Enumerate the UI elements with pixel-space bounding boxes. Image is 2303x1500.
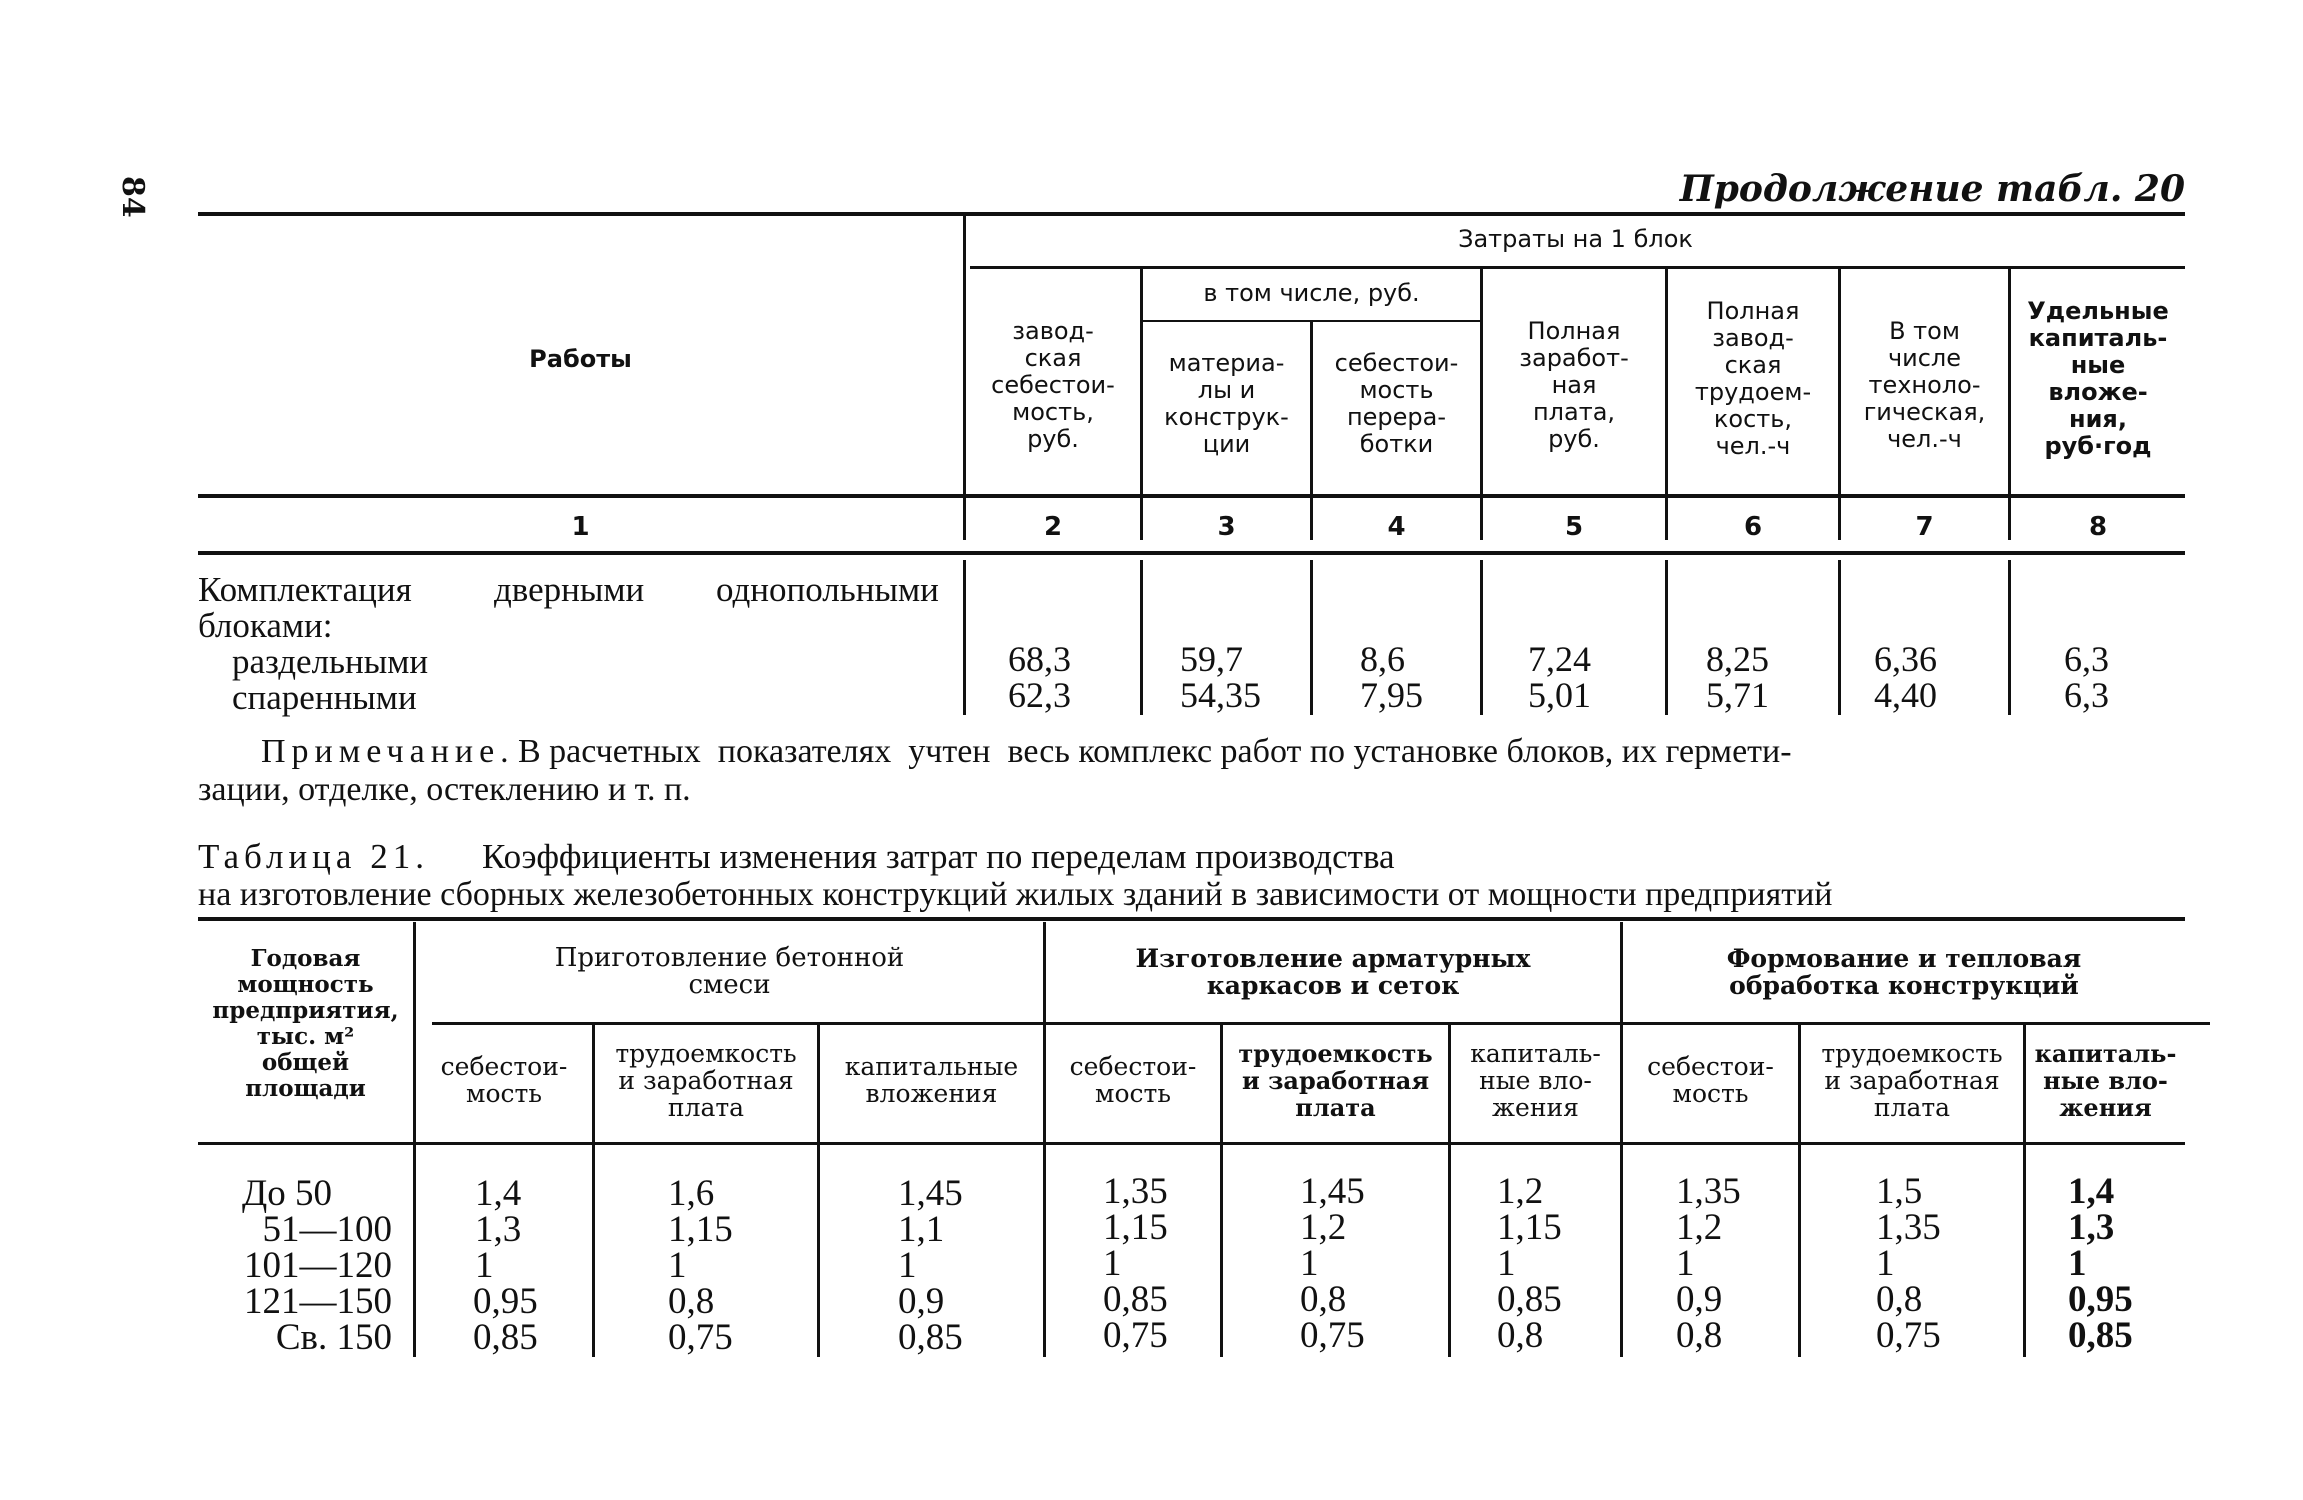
table20-col-number: 4: [1387, 512, 1406, 542]
table21-vline: [1448, 1145, 1451, 1357]
table21-cell: 1,2: [1300, 1207, 1347, 1248]
table20-cell: 6,3: [2064, 639, 2109, 679]
table21-cell: 1,1: [898, 1209, 945, 1250]
table21-cell: 1: [475, 1245, 494, 1286]
table21-sub-header: себестои- мость: [1069, 1052, 1197, 1108]
note-label: Примечание.: [261, 733, 515, 770]
table20-cell: 62,3: [1008, 675, 1071, 715]
table21-cell: 0,75: [668, 1317, 733, 1358]
table21-cell: 1,15: [1103, 1207, 1168, 1248]
table21-column: [1876, 1171, 1941, 1356]
table20-cell: 8,25: [1706, 639, 1769, 679]
table21-sub-header: себестои- мость: [440, 1052, 568, 1108]
table20-vline: [1665, 560, 1668, 715]
table20-subgroup-header: в том числе, руб.: [1203, 279, 1420, 307]
table20-vline: [1480, 560, 1483, 715]
table20-cell: 68,3: [1008, 639, 1071, 679]
table21-row-label: До 50: [242, 1173, 332, 1214]
table21-vline: [1620, 1145, 1623, 1357]
table21-sub-header: трудоемкость и заработная плата: [1821, 1039, 2003, 1122]
table21-vline: [413, 1145, 416, 1357]
table21-column: [1300, 1171, 1365, 1356]
table21-caption-line2: на изготовление сборных железобетонных конструкций жилых зданий в зависимости от мощности предприятий: [198, 876, 1833, 913]
note-line1: В расчетных показателях учтен весь комплекс работ по установке блоков, их гермети-: [518, 733, 1792, 770]
table21-cell: 1,35: [1676, 1171, 1741, 1212]
table20-vline: [1140, 560, 1143, 715]
table20-col2-header: завод- ская себестои- мость, руб.: [991, 317, 1115, 453]
table21-caption-line1: Коэффициенты изменения затрат по переделам производства: [482, 837, 1395, 876]
table21-row-label: 51—100: [262, 1209, 392, 1250]
table20-cell: 7,24: [1528, 639, 1591, 679]
table21-sub-header: трудоемкость и заработная плата: [615, 1039, 797, 1122]
table21-row-label: Св. 150: [275, 1317, 392, 1358]
table21-vline: [1043, 1145, 1046, 1357]
table20-cell: 8,6: [1360, 639, 1405, 679]
table21-column: [1103, 1171, 1168, 1356]
table21-cell: 0,8: [1300, 1279, 1347, 1320]
table21-sub-header: трудоемкость и заработная плата: [1238, 1039, 1433, 1122]
table20-row-title-word: дверными: [494, 570, 645, 609]
table21-row-label: 101—120: [244, 1245, 392, 1286]
table21-cell: 1: [1103, 1243, 1122, 1284]
table21-row-labels: [232, 1173, 392, 1358]
table21-sub-header: капиталь- ные вло- жения: [2034, 1039, 2177, 1122]
note-line2: зации, отделке, остеклению и т. п.: [198, 771, 691, 808]
table21-vline: [2023, 1145, 2026, 1357]
table21-column: [2068, 1171, 2133, 1356]
table21-cell: 1,6: [668, 1173, 715, 1214]
table21-cell: 1: [2068, 1243, 2087, 1284]
table21-top-rule: [198, 917, 2185, 921]
table21-vline: [1220, 1145, 1223, 1357]
table21-column: [898, 1173, 963, 1358]
table20-cell: 6,3: [2064, 675, 2109, 715]
table21-sub-header: себестои- мость: [1647, 1052, 1774, 1108]
table21-cell: 1,4: [475, 1173, 522, 1214]
table21-cell: 1,2: [1497, 1171, 1544, 1212]
table20-cell: 54,35: [1180, 675, 1261, 715]
table20-vline: [963, 560, 966, 715]
table21-vline: [592, 1145, 595, 1357]
table21-cell: 1: [668, 1245, 687, 1286]
table21-cell: 1: [1497, 1243, 1516, 1284]
table21-header-bottom-rule: [198, 1142, 2185, 1145]
table20-cell: 5,71: [1706, 675, 1769, 715]
table21-cell: 0,85: [898, 1317, 963, 1358]
table21-first-col-header: Годовая мощность предприятия, тыс. м² общей площади: [212, 945, 399, 1102]
table21-column: [1676, 1171, 1741, 1356]
table21-cell: 0,85: [2068, 1315, 2133, 1356]
table21-cell: 1: [1876, 1243, 1895, 1284]
table21-sub-header: капиталь- ные вло- жения: [1470, 1039, 1601, 1122]
table21-group-rule: [432, 1022, 2210, 1025]
table21-group-title: Приготовление бетонной смеси: [554, 943, 905, 1000]
table21-cell: 0,8: [1876, 1279, 1923, 1320]
table21-cell: 1,3: [2068, 1207, 2115, 1248]
table21-cell: 0,85: [1103, 1279, 1168, 1320]
table21-cell: 0,95: [473, 1281, 538, 1322]
table20-row-title-line2: блоками:: [198, 606, 333, 645]
table20-cell: 59,7: [1180, 639, 1243, 679]
table21-cell: 1,4: [2068, 1171, 2115, 1212]
table20-col3-header: материа- лы и конструк- ции: [1164, 349, 1289, 458]
table20-cell: 5,01: [1528, 675, 1591, 715]
table21-cell: 0,75: [1876, 1315, 1941, 1356]
table21-cell: 0,8: [668, 1281, 715, 1322]
table21-cell: 0,75: [1103, 1315, 1168, 1356]
table20-col-number: 6: [1743, 512, 1763, 542]
table20-row-title-word: однопольными: [716, 570, 939, 609]
table21-vline: [817, 1145, 820, 1357]
table20-col5-header: Полная заработ- ная плата, руб.: [1519, 317, 1629, 453]
table21-cell: 1,5: [1876, 1171, 1923, 1212]
table21-cell: 1: [1676, 1243, 1695, 1284]
table21-cell: 1,15: [668, 1209, 733, 1250]
table20-cell: 4,40: [1874, 675, 1937, 715]
table20-row-title-word: Комплектация: [198, 570, 412, 609]
table21-group-title: Формование и тепловая обработка конструкций: [1726, 944, 2082, 1000]
table21-sub-header: капитальные вложения: [844, 1052, 1019, 1108]
table20-col-number: 3: [1217, 512, 1236, 542]
table20-col-number: 2: [1043, 512, 1063, 542]
table21-column: [1497, 1171, 1562, 1356]
table20-numbers-bottom-rule: [198, 551, 2185, 555]
table21-cell: 1,35: [1876, 1207, 1941, 1248]
table20-row-label: спаренными: [232, 678, 417, 717]
table20-cell: 6,36: [1874, 639, 1937, 679]
table20-vline: [1838, 560, 1841, 715]
table21-column: [473, 1173, 538, 1358]
table21-cell: 0,9: [1676, 1279, 1723, 1320]
table21-cell: 1,35: [1103, 1171, 1168, 1212]
table21-column: [668, 1173, 733, 1358]
table21-cell: 1,45: [1300, 1171, 1365, 1212]
table20-row-label: раздельными: [232, 642, 429, 681]
table21-cell: 1: [1300, 1243, 1319, 1284]
table21-cell: 0,85: [473, 1317, 538, 1358]
table20-col7-header: В том числе техноло- гическая, чел.-ч: [1863, 317, 1986, 453]
table20-work-header: Работы: [529, 345, 632, 373]
table21-cell: 1,15: [1497, 1207, 1562, 1248]
table20-col-number: 5: [1564, 512, 1584, 542]
table20-group-rule: [970, 266, 2185, 269]
table21-vline: [1798, 1145, 1801, 1357]
table20-vline: [2008, 560, 2011, 715]
table21-cell: 1: [898, 1245, 917, 1286]
table21-cell: 0,95: [2068, 1279, 2133, 1320]
table20-top-rule: [198, 212, 2185, 216]
table20-header-bottom-rule: [198, 494, 2185, 498]
table21-cell: 0,85: [1497, 1279, 1562, 1320]
table20-col4-header: себестои- мость переpа- ботки: [1334, 349, 1459, 458]
table21-cell: 0,9: [898, 1281, 945, 1322]
table21-cell: 0,8: [1676, 1315, 1723, 1356]
table21-group-title: Изготовление арматурных каркасов и сеток: [1135, 944, 1531, 1000]
table20-col-number: 1: [571, 512, 590, 542]
table21-cell: 0,8: [1497, 1315, 1544, 1356]
table20-col8-header: Удельные капиталь- ные вложе- ния, руб·год: [2027, 297, 2169, 460]
continuation-title: Продолжение табл. 20: [1679, 168, 2185, 210]
table21-cell: 0,75: [1300, 1315, 1365, 1356]
table20-col-number: 7: [1915, 512, 1934, 542]
table20-col6-header: Полная завод- ская трудоем- кость, чел.-ч: [1694, 297, 1812, 460]
table20-vline: [1310, 560, 1313, 715]
table20-col-number: 8: [2088, 512, 2108, 542]
table21-cell: 1,45: [898, 1173, 963, 1214]
table21-row-label: 121—150: [244, 1281, 392, 1322]
table21-caption-label: Таблица 21.: [198, 837, 429, 876]
page-number: 84: [115, 176, 150, 218]
table21-cell: 1,3: [475, 1209, 522, 1250]
table20-group-header: Затраты на 1 блок: [1458, 225, 1693, 253]
table21-cell: 1,2: [1676, 1207, 1723, 1248]
table20-cell: 7,95: [1360, 675, 1423, 715]
